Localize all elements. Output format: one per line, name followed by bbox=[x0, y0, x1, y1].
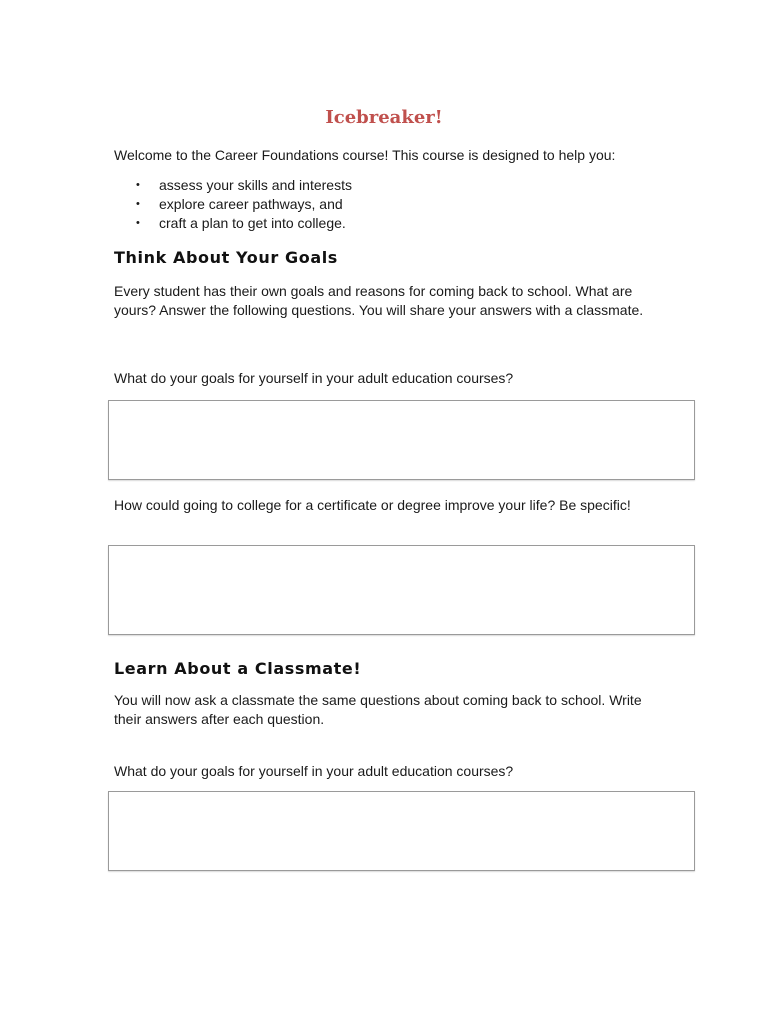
section-goals-paragraph: Every student has their own goals and reasons for coming back to school. What are yours? Answer the following questions. You will share your answers with a classmate. bbox=[114, 283, 644, 318]
section-classmate-paragraph: You will now ask a classmate the same questions about coming back to school. Write their answers after each question. bbox=[114, 692, 642, 727]
goals-list bbox=[114, 176, 352, 233]
list-item: • explore career pathways, and bbox=[136, 196, 343, 212]
answer-box-college-improve[interactable] bbox=[108, 545, 695, 635]
question-college-improve: How could going to college for a certificate or degree improve your life? Be specific! bbox=[114, 497, 631, 513]
section-heading-goals: Think About Your Goals bbox=[114, 248, 338, 267]
bullet-icon: • bbox=[136, 217, 140, 229]
section-heading-classmate: Learn About a Classmate! bbox=[114, 659, 362, 678]
list-item: • craft a plan to get into college. bbox=[136, 215, 346, 231]
bullet-icon: • bbox=[136, 198, 140, 210]
list-item: • assess your skills and interests bbox=[136, 177, 352, 193]
answer-box-goals-self[interactable] bbox=[108, 400, 695, 480]
question-goals-self: What do your goals for yourself in your adult education courses? bbox=[114, 370, 514, 386]
bullet-icon: • bbox=[136, 179, 140, 191]
page-title: Icebreaker! bbox=[325, 107, 443, 128]
intro-text: Welcome to the Career Foundations course! This course is designed to help you: bbox=[114, 147, 616, 163]
answer-box-classmate-goals[interactable] bbox=[108, 791, 695, 871]
question-classmate-goals: What do your goals for yourself in your adult education courses? bbox=[114, 763, 514, 779]
